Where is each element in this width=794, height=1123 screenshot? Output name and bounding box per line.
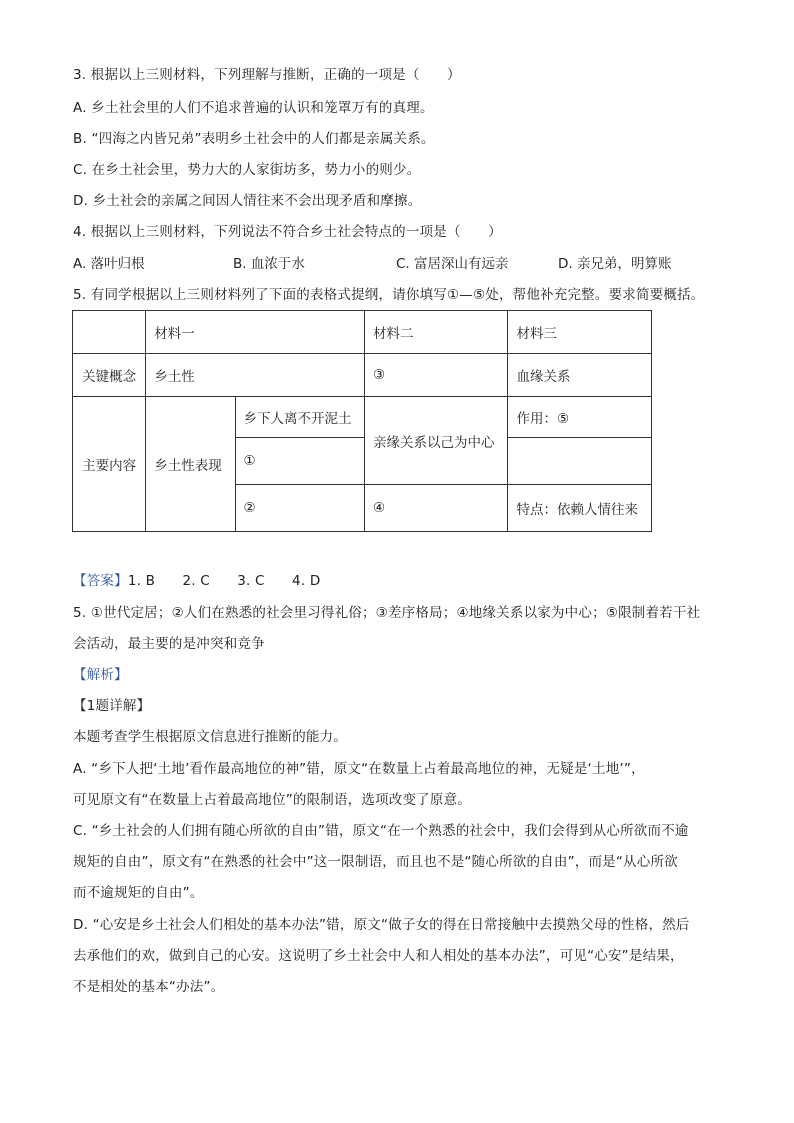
analysis-line-3: C. “乡土社会的人们拥有随心所欲的自由”错，原文“在一个熟悉的社会中，我们会得到从心所欲而不逾	[73, 823, 689, 839]
answer-line	[73, 572, 320, 590]
row-label-key-concept: 关键概念	[73, 354, 146, 397]
q4-option-a: A. 落叶归根	[73, 256, 145, 272]
analysis-line-5: 而不逾规矩的自由”。	[73, 885, 204, 901]
q4-option-d: D. 亲兄弟，明算账	[558, 256, 672, 272]
answer-q5-line-1: 5. ①世代定居；②人们在熟悉的社会里习得礼俗；③差序格局；④地缘关系以家为中心；⑤限制着若干社	[73, 605, 701, 621]
table-header-empty	[73, 311, 146, 354]
cell-main-m1-item-3: ②	[235, 485, 364, 532]
cell-key-m2: ③	[364, 354, 507, 397]
analysis-line-1: A. “乡下人把‘土地’看作最高地位的神”错，原文“在数量上占着最高地位的神，无疑是‘土地’”，	[73, 761, 645, 777]
cell-key-m1: 乡土性	[146, 354, 365, 397]
answer-mc: 1. B 2. C 3. C 4. D	[127, 573, 321, 589]
cell-main-m3-middle	[508, 438, 652, 485]
answer-q5-line-2: 会活动，最主要的是冲突和竞争	[73, 636, 265, 652]
question-3-stem: 3. 根据以上三则材料，下列理解与推断，正确的一项是（ ）	[73, 67, 461, 83]
analysis-line-6: D. “心安是乡土社会人们相处的基本办法”错，原文“做子女的得在日常接触中去摸熟父母的性格，然后	[73, 917, 690, 933]
cell-main-m1-item-1: 乡下人离不开泥土	[235, 397, 364, 438]
cell-main-m2-top: 亲缘关系以己为中心	[364, 397, 507, 485]
analysis-line-8: 不是相处的基本“办法”。	[73, 979, 225, 995]
row-label-main-content: 主要内容	[73, 397, 146, 532]
table-row-main-1	[73, 397, 652, 438]
q3-option-a: A. 乡土社会里的人们不追求普遍的认识和笼罩万有的真理。	[73, 100, 434, 116]
table-header-material-1: 材料一	[146, 311, 365, 354]
analysis-tag: 【解析】	[73, 667, 128, 683]
q3-option-c: C. 在乡土社会里，势力大的人家街坊多，势力小的则少。	[73, 162, 421, 178]
cell-main-sub-label: 乡土性表现	[146, 397, 235, 532]
q4-option-c: C. 富居深山有远亲	[396, 256, 509, 272]
analysis-q1-title: 【1题详解】	[73, 698, 151, 714]
cell-main-m1-item-2: ①	[235, 438, 364, 485]
table-header-material-3: 材料三	[508, 311, 652, 354]
cell-main-m2-bottom: ④	[364, 485, 507, 532]
table-row-key-concept	[73, 354, 652, 397]
analysis-line-2: 可见原文有“在数量上占着最高地位”的限制语，选项改变了原意。	[73, 792, 471, 808]
analysis-line-4: 规矩的自由”，原文有“在熟悉的社会中”这一限制语，而且也不是“随心所欲的自由”，而是“从心所欲	[73, 854, 678, 870]
answer-tag: 【答案】	[73, 573, 128, 589]
question-4-stem: 4. 根据以上三则材料，下列说法不符合乡土社会特点的一项是（ ）	[73, 224, 502, 240]
q3-option-d: D. 乡土社会的亲属之间因人情往来不会出现矛盾和摩擦。	[73, 193, 422, 209]
question-5-stem: 5. 有同学根据以上三则材料列了下面的表格式提纲，请你填写①—⑤处，帮他补充完整。要求简要概括。	[73, 287, 705, 303]
outline-table	[72, 310, 652, 532]
table-header-material-2: 材料二	[364, 311, 507, 354]
cell-key-m3: 血缘关系	[508, 354, 652, 397]
cell-main-m3-top: 作用：⑤	[508, 397, 652, 438]
q4-option-b: B. 血浓于水	[233, 256, 305, 272]
q3-option-b: B. “四海之内皆兄弟”表明乡土社会中的人们都是亲属关系。	[73, 131, 435, 147]
table-header-row	[73, 311, 652, 354]
analysis-intro: 本题考查学生根据原文信息进行推断的能力。	[73, 729, 347, 745]
analysis-line-7: 去承他们的欢，做到自己的心安。这说明了乡土社会中人和人相处的基本办法”，可见“心安”是结果，	[73, 948, 684, 964]
cell-main-m3-bottom: 特点：依赖人情往来	[508, 485, 652, 532]
